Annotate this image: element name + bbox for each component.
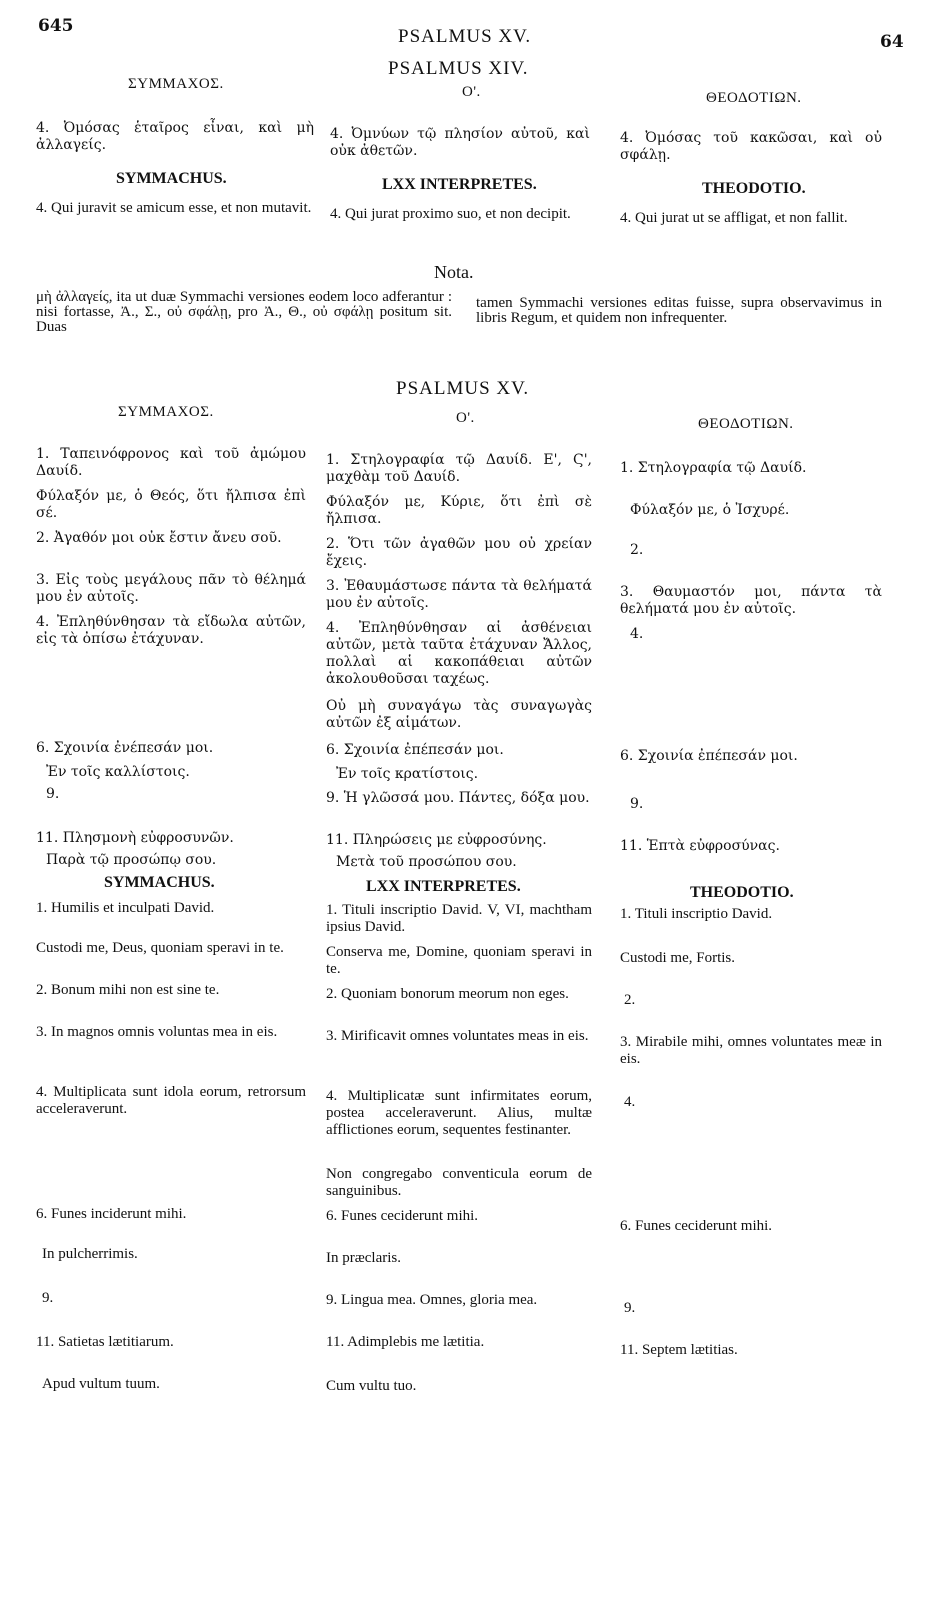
s1-lxx-greek-header: Ο'. [462,84,481,100]
s2-theodotion-greek-6: 6. Σχοινία ἐπέπεσάν μοι. [620,748,798,764]
s2-symmachus-latin-1: 1. Humilis et inculpati David. [36,900,215,916]
s1-symmachus-greek-text: 4. Ὀμόσας ἑταῖρος εἶναι, καὶ μὴ ἀλλαγείς. [36,120,314,153]
s2-theodotion-latin-header: THEODOTIO. [690,884,794,901]
s2-theodotion-greek-3: 2. [630,542,644,558]
s2-symmachus-latin-8: 9. [42,1290,54,1306]
s2-lxx-greek-3: 2. Ὅτι τῶν ἀγαθῶν μου οὐ χρείαν ἔχεις. [326,536,592,569]
s2-lxx-greek-11: Μετὰ τοῦ προσώπου σου. [336,854,517,870]
s1-symmachus-greek-header: ΣΥΜΜΑΧΟΣ. [128,76,224,92]
s1-lxx-greek-text: 4. Ὀμνύων τῷ πλησίον αὐτοῦ, καὶ οὐκ ἀθετῶν. [330,126,590,159]
s2-lxx-latin-10: 11. Adimplebis me lætitia. [326,1334,485,1350]
s2-lxx-latin-7: 6. Funes ceciderunt mihi. [326,1208,479,1224]
s2-symmachus-latin-7: In pulcherrimis. [42,1246,138,1262]
left-page-number: 645 [38,16,74,36]
s2-lxx-latin-9: 9. Lingua mea. Omnes, gloria mea. [326,1292,538,1308]
s2-theodotion-latin-1: 1. Tituli inscriptio David. [620,906,773,922]
s2-theodotion-greek-5: 4. [630,626,644,642]
right-page-number: 64 [880,32,904,52]
s2-symmachus-latin-5: 4. Multiplicata sunt idola eorum, retrorsum acceleraverunt. [36,1084,306,1117]
s2-lxx-greek-6: Οὐ μὴ συναγάγω τὰς συναγωγὰς αὐτῶν ἐξ αἱμάτων. [326,698,592,731]
s2-symmachus-greek-1: 1. Ταπεινόφρονος καὶ τοῦ ἀμώμου Δαυίδ. [36,446,306,479]
s2-lxx-latin-6: Non congregabo conventicula eorum de sanguinibus. [326,1166,592,1199]
s1-symmachus-latin-text: 4. Qui juravit se amicum esse, et non mutavit. [36,200,312,216]
section2-title: PSALMUS XV. [396,378,530,399]
s1-theodotion-latin-header: THEODOTIO. [702,180,806,197]
s1-lxx-latin-text: 4. Qui jurat proximo suo, et non decipit. [330,206,571,222]
s2-theodotion-greek-1: 1. Στηλογραφία τῷ Δαυίδ. [620,460,807,476]
section1-title: PSALMUS XIV. [388,58,529,79]
running-head: PSALMUS XV. [398,26,532,47]
s2-lxx-greek-10: 11. Πληρώσεις με εὐφροσύνης. [326,832,547,848]
s2-theodotion-greek-8: 11. Ἑπτὰ εὐφροσύνας. [620,838,780,854]
s1-theodotion-greek-header: ΘΕΟΔΟΤΙΩΝ. [706,90,802,106]
s2-lxx-latin-1: 1. Tituli inscriptio David. V, VI, machtham ipsius David. [326,902,592,935]
s2-theodotion-greek-7: 9. [630,796,644,812]
s2-theodotion-latin-8: 11. Septem lætitias. [620,1342,738,1358]
s2-lxx-latin-2: Conserva me, Domine, quoniam speravi in te. [326,944,592,977]
s2-lxx-latin-5: 4. Multiplicatæ sunt infirmitates eorum, postea acceleraverunt. Alius, multæ afflictiones eorum, sequentes festinanter. [326,1088,592,1138]
nota-right: tamen Symmachi versiones editas fuisse, supra observavimus in libris Regum, et quidem non infrequenter. [476,295,882,326]
s2-symmachus-greek-3: 2. Ἀγαθόν μοι οὐκ ἔστιν ἄνευ σοῦ. [36,530,282,546]
s2-theodotion-latin-3: 2. [624,992,636,1008]
s2-symmachus-greek-8: 9. [46,786,60,802]
s1-lxx-latin-header: LXX INTERPRETES. [382,176,537,193]
s2-symmachus-latin-9: 11. Satietas lætitiarum. [36,1334,174,1350]
s2-theodotion-greek-2: Φύλαξόν με, ὁ Ἰσχυρέ. [630,502,790,518]
s2-lxx-greek-1: 1. Στηλογραφία τῷ Δαυίδ. Ε', Ϛ', μαχθὰμ τοῦ Δαυίδ. [326,452,592,485]
s2-lxx-latin-11: Cum vultu tuo. [326,1378,417,1394]
nota-title: Nota. [434,262,474,282]
s2-symmachus-latin-6: 6. Funes inciderunt mihi. [36,1206,187,1222]
s2-lxx-latin-header: LXX INTERPRETES. [366,878,521,895]
s2-theodotion-latin-5: 4. [624,1094,636,1110]
s2-symmachus-greek-10: Παρὰ τῷ προσώπῳ σου. [46,852,217,868]
s2-symmachus-greek-6: 6. Σχοινία ἐνέπεσάν μοι. [36,740,214,756]
s2-symmachus-latin-2: Custodi me, Deus, quoniam speravi in te. [36,940,284,956]
s2-lxx-greek-2: Φύλαξόν με, Κύριε, ὅτι ἐπὶ σὲ ἤλπισα. [326,494,592,527]
s2-symmachus-greek-2: Φύλαξόν με, ὁ Θεός, ὅτι ἤλπισα ἐπὶ σέ. [36,488,306,521]
s2-theodotion-greek-4: 3. Θαυμαστόν μοι, πάντα τὰ θελήματά μου ἐν αὐτοῖς. [620,584,882,617]
s2-lxx-greek-8: Ἐν τοῖς κρατίστοις. [336,766,479,782]
s2-theodotion-latin-7: 9. [624,1300,636,1316]
s2-lxx-greek-4: 3. Ἐθαυμάστωσε πάντα τὰ θελήματά μου ἐν αὐτοῖς. [326,578,592,611]
nota-left: μὴ ἀλλαγείς, ita ut duæ Symmachi versiones eodem loco adferantur : nisi fortasse, Ἀ., Σ., οὐ σφάλῃ, pro Ἀ., Θ., οὐ σφάλῃ positum sit. Duas [36,289,452,335]
s2-symmachus-latin-header: SYMMACHUS. [104,874,215,891]
s1-theodotion-greek-text: 4. Ὀμόσας τοῦ κακῶσαι, καὶ οὐ σφάλῃ. [620,130,882,163]
s2-lxx-greek-7: 6. Σχοινία ἐπέπεσάν μοι. [326,742,504,758]
s2-lxx-latin-8: In præclaris. [326,1250,401,1266]
s2-symmachus-latin-3: 2. Bonum mihi non est sine te. [36,982,220,998]
s2-lxx-greek-header: Ο'. [456,410,475,426]
s2-lxx-latin-4: 3. Mirificavit omnes voluntates meas in eis. [326,1028,589,1044]
s2-lxx-latin-3: 2. Quoniam bonorum meorum non eges. [326,986,569,1002]
s2-theodotion-latin-2: Custodi me, Fortis. [620,950,736,966]
s2-symmachus-greek-header: ΣΥΜΜΑΧΟΣ. [118,404,214,420]
s1-symmachus-latin-header: SYMMACHUS. [116,170,227,187]
s2-symmachus-greek-4: 3. Εἰς τοὺς μεγάλους πᾶν τὸ θέλημά μου ἐν αὐτοῖς. [36,572,306,605]
s2-theodotion-latin-6: 6. Funes ceciderunt mihi. [620,1218,773,1234]
s2-lxx-greek-9: 9. Ἡ γλῶσσά μου. Πάντες, δόξα μου. [326,790,590,806]
s2-symmachus-greek-5: 4. Ἐπληθύνθησαν τὰ εἴδωλα αὐτῶν, εἰς τὰ ὀπίσω ἐτάχυναν. [36,614,306,647]
s2-symmachus-greek-9: 11. Πλησμονὴ εὐφροσυνῶν. [36,830,234,846]
s2-theodotion-greek-header: ΘΕΟΔΟΤΙΩΝ. [698,416,794,432]
s2-lxx-greek-5: 4. Ἐπληθύνθησαν αἱ ἀσθένειαι αὐτῶν, μετὰ ταῦτα ἐτάχυναν Ἄλλος, πολλαὶ αἱ κακοπάθειαι αὐτῶν ἀκολουθοῦσαι ταχέως. [326,620,592,687]
s2-symmachus-greek-7: Ἐν τοῖς καλλίστοις. [46,764,190,780]
s2-symmachus-latin-4: 3. In magnos omnis voluntas mea in eis. [36,1024,278,1040]
s2-symmachus-latin-10: Apud vultum tuum. [42,1376,160,1392]
s1-theodotion-latin-text: 4. Qui jurat ut se affligat, et non fallit. [620,210,848,226]
s2-theodotion-latin-4: 3. Mirabile mihi, omnes voluntates meæ in eis. [620,1034,882,1067]
